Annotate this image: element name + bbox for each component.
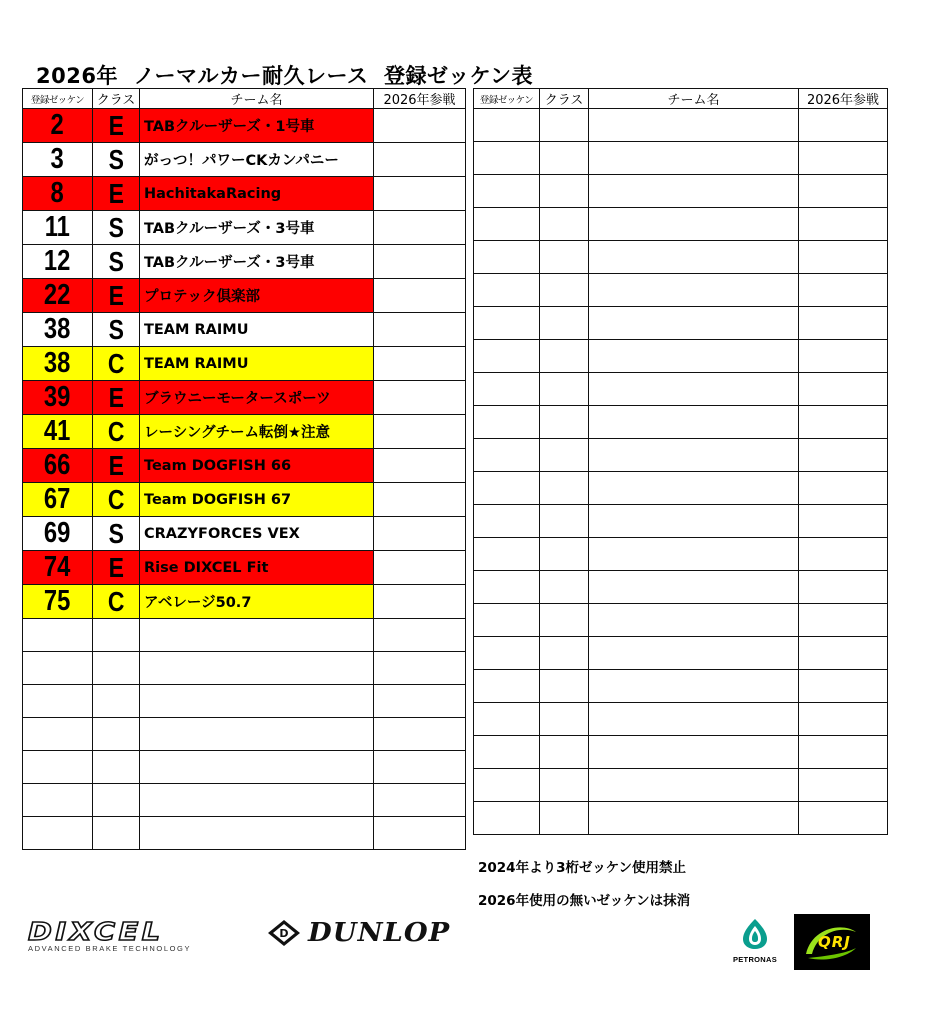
entry-number — [23, 751, 93, 784]
entry-2026-participation — [374, 652, 466, 685]
entry-class: E — [93, 551, 140, 585]
header-number: 登録ゼッケン — [474, 89, 540, 109]
empty-row — [474, 736, 888, 769]
entry-class — [540, 274, 589, 307]
entry-team-name: TABクルーザーズ・3号車 — [140, 245, 374, 279]
dixcel-logo: DIXCEL ADVANCED BRAKE TECHNOLOGY — [28, 917, 192, 953]
entry-team-name — [589, 142, 799, 175]
entry-2026-participation — [374, 347, 466, 381]
empty-row — [23, 619, 466, 652]
entry-number — [474, 670, 540, 703]
empty-row — [23, 718, 466, 751]
entry-2026-participation — [799, 472, 888, 505]
entry-2026-participation — [374, 245, 466, 279]
entry-number — [474, 175, 540, 208]
entry-class — [540, 703, 589, 736]
entry-row — [23, 177, 466, 211]
entry-row — [23, 517, 466, 551]
entry-2026-participation — [374, 817, 466, 850]
empty-row — [474, 274, 888, 307]
entry-team-name: CRAZYFORCES VEX — [140, 517, 374, 551]
entry-number — [474, 208, 540, 241]
entry-team-name: ブラウニーモータースポーツ — [140, 381, 374, 415]
entry-class: E — [93, 449, 140, 483]
entry-2026-participation — [799, 142, 888, 175]
entry-2026-participation — [799, 109, 888, 142]
entry-class: E — [93, 109, 140, 143]
entry-number — [474, 703, 540, 736]
entry-number — [23, 619, 93, 652]
entry-class — [540, 406, 589, 439]
empty-row — [474, 340, 888, 373]
empty-row — [474, 769, 888, 802]
entry-team-name — [589, 439, 799, 472]
note-three-digit-ban: 2024年より3桁ゼッケン使用禁止 — [478, 860, 687, 876]
entry-class: S — [93, 143, 140, 177]
entry-table-right — [473, 88, 888, 835]
entry-2026-participation — [799, 439, 888, 472]
entry-number: 3 — [23, 143, 93, 177]
entry-team-name — [140, 652, 374, 685]
entry-team-name — [589, 472, 799, 505]
entry-row — [23, 449, 466, 483]
entry-team-name — [140, 685, 374, 718]
entry-team-name: TEAM RAIMU — [140, 313, 374, 347]
entry-number — [474, 637, 540, 670]
entry-team-name: TEAM RAIMU — [140, 347, 374, 381]
entry-number — [474, 538, 540, 571]
entry-number — [474, 505, 540, 538]
entry-row — [23, 109, 466, 143]
entry-number: 22 — [23, 279, 93, 313]
entry-class — [540, 241, 589, 274]
entry-team-name — [589, 802, 799, 835]
entry-team-name — [140, 751, 374, 784]
entry-number: 41 — [23, 415, 93, 449]
entry-team-name — [140, 718, 374, 751]
entry-2026-participation — [374, 143, 466, 177]
entry-team-name — [589, 175, 799, 208]
dunlop-logo: D DUNLOP — [266, 918, 546, 950]
entry-2026-participation — [374, 381, 466, 415]
entry-team-name — [589, 109, 799, 142]
entry-number — [474, 274, 540, 307]
entry-row — [23, 245, 466, 279]
entry-class — [540, 505, 589, 538]
entry-class — [540, 637, 589, 670]
entry-team-name: Rise DIXCEL Fit — [140, 551, 374, 585]
entry-number: 11 — [23, 211, 93, 245]
entry-2026-participation — [374, 718, 466, 751]
entry-number: 2 — [23, 109, 93, 143]
entry-2026-participation — [799, 571, 888, 604]
entry-team-name: アベレージ50.7 — [140, 585, 374, 619]
entry-number — [23, 817, 93, 850]
entry-class — [540, 175, 589, 208]
empty-row — [474, 802, 888, 835]
entry-class — [540, 472, 589, 505]
header-entry: 2026年参戦 — [374, 89, 466, 109]
entry-2026-participation — [799, 241, 888, 274]
entry-row — [23, 585, 466, 619]
empty-row — [474, 373, 888, 406]
entry-number: 12 — [23, 245, 93, 279]
empty-row — [474, 670, 888, 703]
entry-2026-participation — [374, 415, 466, 449]
entry-team-name — [140, 817, 374, 850]
entry-2026-participation — [799, 274, 888, 307]
entry-row — [23, 483, 466, 517]
entry-number — [474, 736, 540, 769]
entry-number — [474, 439, 540, 472]
petronas-emblem-icon — [740, 918, 770, 950]
dunlop-arrow-icon — [266, 918, 302, 948]
entry-class — [540, 802, 589, 835]
entry-class — [540, 571, 589, 604]
table-header-row — [474, 89, 888, 109]
entry-team-name — [589, 373, 799, 406]
entry-team-name: TABクルーザーズ・3号車 — [140, 211, 374, 245]
entry-team-name — [589, 637, 799, 670]
entry-2026-participation — [374, 313, 466, 347]
petronas-logo: PETRONAS — [728, 918, 782, 966]
entry-team-name — [589, 241, 799, 274]
entry-team-name — [589, 274, 799, 307]
entry-2026-participation — [799, 769, 888, 802]
empty-row — [474, 241, 888, 274]
entry-2026-participation — [374, 585, 466, 619]
entry-team-name: がっつ！パワーCKカンパニー — [140, 143, 374, 177]
entry-number — [474, 109, 540, 142]
entry-team-name — [140, 784, 374, 817]
entry-team-name — [589, 769, 799, 802]
empty-row — [23, 652, 466, 685]
entry-class: E — [93, 381, 140, 415]
entry-team-name — [589, 307, 799, 340]
entry-2026-participation — [799, 736, 888, 769]
entry-2026-participation — [799, 703, 888, 736]
svg-text:D: D — [279, 927, 289, 940]
entry-number — [474, 571, 540, 604]
entry-class: S — [93, 313, 140, 347]
header-entry: 2026年参戦 — [799, 89, 888, 109]
entry-2026-participation — [799, 802, 888, 835]
entry-number — [23, 718, 93, 751]
empty-row — [474, 439, 888, 472]
entry-2026-participation — [374, 551, 466, 585]
entry-class: E — [93, 279, 140, 313]
page-title: 2026年 ノーマルカー耐久レース 登録ゼッケン表 — [36, 64, 534, 88]
empty-row — [23, 784, 466, 817]
entry-class — [540, 439, 589, 472]
entry-row — [23, 279, 466, 313]
entry-2026-participation — [799, 175, 888, 208]
entry-2026-participation — [799, 307, 888, 340]
entry-row — [23, 313, 466, 347]
entry-team-name: HachitakaRacing — [140, 177, 374, 211]
entry-2026-participation — [799, 208, 888, 241]
entry-2026-participation — [374, 109, 466, 143]
entry-table-left — [22, 88, 466, 850]
empty-row — [474, 703, 888, 736]
entry-number: 8 — [23, 177, 93, 211]
entry-class: S — [93, 211, 140, 245]
entry-team-name — [589, 505, 799, 538]
entry-number: 39 — [23, 381, 93, 415]
entry-number — [474, 604, 540, 637]
entry-class — [93, 751, 140, 784]
entry-number — [23, 784, 93, 817]
entry-team-name — [589, 406, 799, 439]
entry-number — [474, 406, 540, 439]
empty-row — [474, 175, 888, 208]
entry-row — [23, 211, 466, 245]
header-class: クラス — [540, 89, 589, 109]
entry-2026-participation — [799, 670, 888, 703]
qrj-logo: QRJ — [794, 914, 870, 970]
entry-2026-participation — [799, 340, 888, 373]
entry-number: 38 — [23, 347, 93, 381]
entry-class: S — [93, 517, 140, 551]
empty-row — [474, 472, 888, 505]
entry-number — [474, 340, 540, 373]
entry-row — [23, 143, 466, 177]
entry-class — [93, 718, 140, 751]
empty-row — [474, 604, 888, 637]
empty-row — [23, 751, 466, 784]
entry-team-name — [589, 736, 799, 769]
header-team: チーム名 — [140, 89, 374, 109]
entry-class — [540, 307, 589, 340]
entry-team-name — [140, 619, 374, 652]
entry-team-name — [589, 538, 799, 571]
entry-team-name — [589, 604, 799, 637]
entry-2026-participation — [799, 406, 888, 439]
entry-class — [540, 373, 589, 406]
entry-row — [23, 415, 466, 449]
entry-number — [474, 472, 540, 505]
empty-row — [474, 307, 888, 340]
entry-number — [23, 685, 93, 718]
entry-class — [540, 670, 589, 703]
entry-class: C — [93, 483, 140, 517]
entry-number — [474, 307, 540, 340]
entry-2026-participation — [374, 619, 466, 652]
entry-team-name: Team DOGFISH 66 — [140, 449, 374, 483]
entry-number — [23, 652, 93, 685]
entry-team-name — [589, 571, 799, 604]
entry-number — [474, 373, 540, 406]
entry-number — [474, 802, 540, 835]
entry-2026-participation — [799, 604, 888, 637]
table-header-row — [23, 89, 466, 109]
entry-number — [474, 769, 540, 802]
entry-class: C — [93, 347, 140, 381]
entry-number: 38 — [23, 313, 93, 347]
empty-row — [474, 505, 888, 538]
entry-class — [93, 685, 140, 718]
entry-2026-participation — [799, 637, 888, 670]
empty-row — [23, 817, 466, 850]
entry-team-name — [589, 703, 799, 736]
entry-2026-participation — [374, 211, 466, 245]
entry-team-name: プロテック倶楽部 — [140, 279, 374, 313]
entry-class: S — [93, 245, 140, 279]
entry-team-name: TABクルーザーズ・1号車 — [140, 109, 374, 143]
entry-class — [540, 340, 589, 373]
entry-class — [540, 208, 589, 241]
entry-class — [93, 784, 140, 817]
entry-2026-participation — [374, 784, 466, 817]
entry-team-name: レーシングチーム転倒★注意 — [140, 415, 374, 449]
empty-row — [474, 109, 888, 142]
entry-row — [23, 347, 466, 381]
entry-2026-participation — [374, 483, 466, 517]
entry-2026-participation — [799, 505, 888, 538]
empty-row — [474, 571, 888, 604]
entry-class — [540, 538, 589, 571]
header-number: 登録ゼッケン — [23, 89, 93, 109]
entry-2026-participation — [799, 373, 888, 406]
entry-number — [474, 142, 540, 175]
entry-2026-participation — [374, 685, 466, 718]
entry-2026-participation — [374, 177, 466, 211]
empty-row — [474, 637, 888, 670]
entry-class — [540, 109, 589, 142]
empty-row — [474, 538, 888, 571]
entry-2026-participation — [374, 751, 466, 784]
entry-team-name — [589, 208, 799, 241]
header-team: チーム名 — [589, 89, 799, 109]
entry-number: 69 — [23, 517, 93, 551]
entry-class — [540, 769, 589, 802]
entry-number: 75 — [23, 585, 93, 619]
entry-number — [474, 241, 540, 274]
entry-team-name: Team DOGFISH 67 — [140, 483, 374, 517]
empty-row — [474, 208, 888, 241]
entry-class — [540, 736, 589, 769]
empty-row — [23, 685, 466, 718]
entry-class: C — [93, 415, 140, 449]
entry-class — [540, 604, 589, 637]
entry-2026-participation — [374, 449, 466, 483]
entry-class — [93, 619, 140, 652]
empty-row — [474, 406, 888, 439]
entry-row — [23, 551, 466, 585]
entry-class: E — [93, 177, 140, 211]
entry-row — [23, 381, 466, 415]
entry-class — [93, 652, 140, 685]
entry-number: 66 — [23, 449, 93, 483]
entry-class: C — [93, 585, 140, 619]
entry-2026-participation — [799, 538, 888, 571]
empty-row — [474, 142, 888, 175]
entry-team-name — [589, 340, 799, 373]
note-unused-numbers: 2026年使用の無いゼッケンは抹消 — [478, 893, 691, 909]
entry-class — [540, 142, 589, 175]
entry-number: 74 — [23, 551, 93, 585]
entry-class — [93, 817, 140, 850]
entry-number: 67 — [23, 483, 93, 517]
entry-2026-participation — [374, 517, 466, 551]
entry-team-name — [589, 670, 799, 703]
entry-2026-participation — [374, 279, 466, 313]
header-class: クラス — [93, 89, 140, 109]
